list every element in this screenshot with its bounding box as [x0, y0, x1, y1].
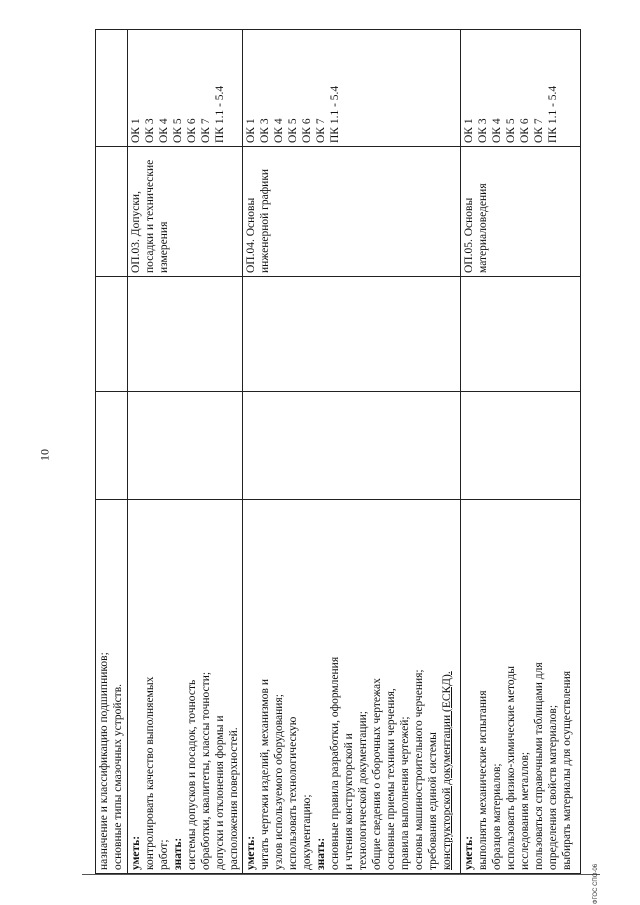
- competency-code: ОК 4: [491, 118, 503, 143]
- discipline-line: посадки и технические: [144, 159, 156, 273]
- text-line: и чтения конструкторской и: [343, 733, 355, 870]
- text-line: назначение и классификацию подшипников;: [98, 652, 110, 870]
- competencies-cell: [243, 30, 461, 147]
- discipline-line: ОП.03. Допуски,: [130, 191, 142, 273]
- competency-code: ОК 6: [519, 118, 531, 143]
- hours-cell: [243, 392, 461, 500]
- discipline-cell: [461, 147, 581, 277]
- competency-code: ОК 1: [245, 118, 257, 143]
- text-line: выполнять механические испытания: [477, 690, 489, 870]
- text-line: контролировать качество выполняемых: [144, 676, 156, 870]
- text-line: основные типы смазочных устройств.: [112, 683, 124, 870]
- text-line: узлов используемого оборудования;: [273, 694, 285, 870]
- skills-heading: уметь:: [245, 835, 257, 870]
- competency-code: ПК 1.1 - 5.4: [547, 85, 559, 143]
- table-row: [96, 30, 128, 874]
- text-line: образцов материалов;: [491, 763, 503, 870]
- page-number: 10: [37, 449, 52, 461]
- text-line: обработки, квалитеты, классы точности;: [200, 671, 212, 870]
- text-line: использовать технологическую: [287, 716, 299, 870]
- competency-code: ОК 1: [463, 118, 475, 143]
- requirements-cell: [243, 500, 461, 874]
- knowledge-heading: знать:: [172, 837, 184, 870]
- discipline-cell: [243, 147, 461, 277]
- competency-code: ОК 6: [301, 118, 313, 143]
- competency-table: [95, 29, 581, 874]
- discipline-cell: [128, 147, 243, 277]
- hours-cell: [128, 392, 243, 500]
- hours-cell: [128, 277, 243, 392]
- table-row: [461, 30, 581, 874]
- discipline-line: измерения: [158, 221, 170, 273]
- discipline-line: материаловедения: [477, 183, 489, 273]
- footer-rule: [82, 874, 600, 875]
- text-line: читать чертежи изделий, механизмов и: [259, 679, 271, 870]
- competency-code: ОК 5: [505, 118, 517, 143]
- competencies-cell: [128, 30, 243, 147]
- discipline-line: ОП.05. Основы: [463, 197, 475, 273]
- skills-heading: уметь:: [130, 835, 142, 870]
- text-line: исследования металлов;: [519, 751, 531, 870]
- text-line: использовать физико-химические методы: [505, 666, 517, 870]
- text-line: допуски и отклонения формы и: [214, 715, 226, 870]
- competency-code: ОК 5: [172, 118, 184, 143]
- table-row: [128, 30, 243, 874]
- table-row: [243, 30, 461, 874]
- hours-cell: [96, 277, 128, 392]
- requirements-cell: [128, 500, 243, 874]
- footer-code: ФГОС СПО-06: [593, 863, 599, 905]
- competency-code: ОК 1: [130, 118, 142, 143]
- competency-code: ОК 7: [315, 118, 327, 143]
- discipline-line: ОП.04. Основы: [245, 197, 257, 273]
- text-line: расположения поверхностей.: [228, 727, 240, 870]
- text-line: конструкторской документации (ЕСКД).: [441, 671, 453, 870]
- skills-heading: уметь:: [463, 835, 475, 870]
- competency-code: ПК 1.1 - 5.4: [329, 85, 341, 143]
- rotated-page-content: [95, 30, 585, 874]
- hours-cell: [461, 392, 581, 500]
- text-line: документацию;: [301, 794, 313, 870]
- text-line: правила выполнения чертежей;: [399, 716, 411, 870]
- requirements-cell: [461, 500, 581, 874]
- text-line: пользоваться справочными таблицами для: [533, 662, 545, 870]
- discipline-line: инженерной графики: [259, 168, 271, 273]
- competency-code: ОК 3: [259, 118, 271, 143]
- knowledge-heading: знать:: [315, 837, 327, 870]
- competency-code: ОК 7: [533, 118, 545, 143]
- text-line: определения свойств материалов;: [547, 704, 559, 870]
- text-line: требования единой системы: [427, 732, 439, 870]
- text-line: основные приемы техники черчения,: [385, 688, 397, 870]
- competencies-cell: [96, 30, 128, 147]
- competency-code: ОК 7: [200, 118, 212, 143]
- hours-cell: [461, 277, 581, 392]
- competency-code: ОК 6: [186, 118, 198, 143]
- hours-cell: [243, 277, 461, 392]
- text-line: системы допусков и посадок, точность: [186, 679, 198, 870]
- text-line: выбирать материалы для осуществления: [561, 670, 573, 870]
- text-line: работ;: [158, 839, 170, 870]
- text-line: технологической документации;: [357, 711, 369, 870]
- competencies-cell: [461, 30, 581, 147]
- requirements-cell: [96, 500, 128, 874]
- competency-code: ПК 1.1 - 5.4: [214, 85, 226, 143]
- competency-code: ОК 3: [144, 118, 156, 143]
- discipline-cell: [96, 147, 128, 277]
- competency-code: ОК 3: [477, 118, 489, 143]
- competency-code: ОК 4: [158, 118, 170, 143]
- text-line: основы машиностроительного черчения;: [413, 669, 425, 870]
- competency-code: ОК 5: [287, 118, 299, 143]
- competency-code: ОК 4: [273, 118, 285, 143]
- hours-cell: [96, 392, 128, 500]
- text-line: основные правила разработки, оформления: [329, 656, 341, 870]
- text-line: общие сведения о сборочных чертежах: [371, 678, 383, 870]
